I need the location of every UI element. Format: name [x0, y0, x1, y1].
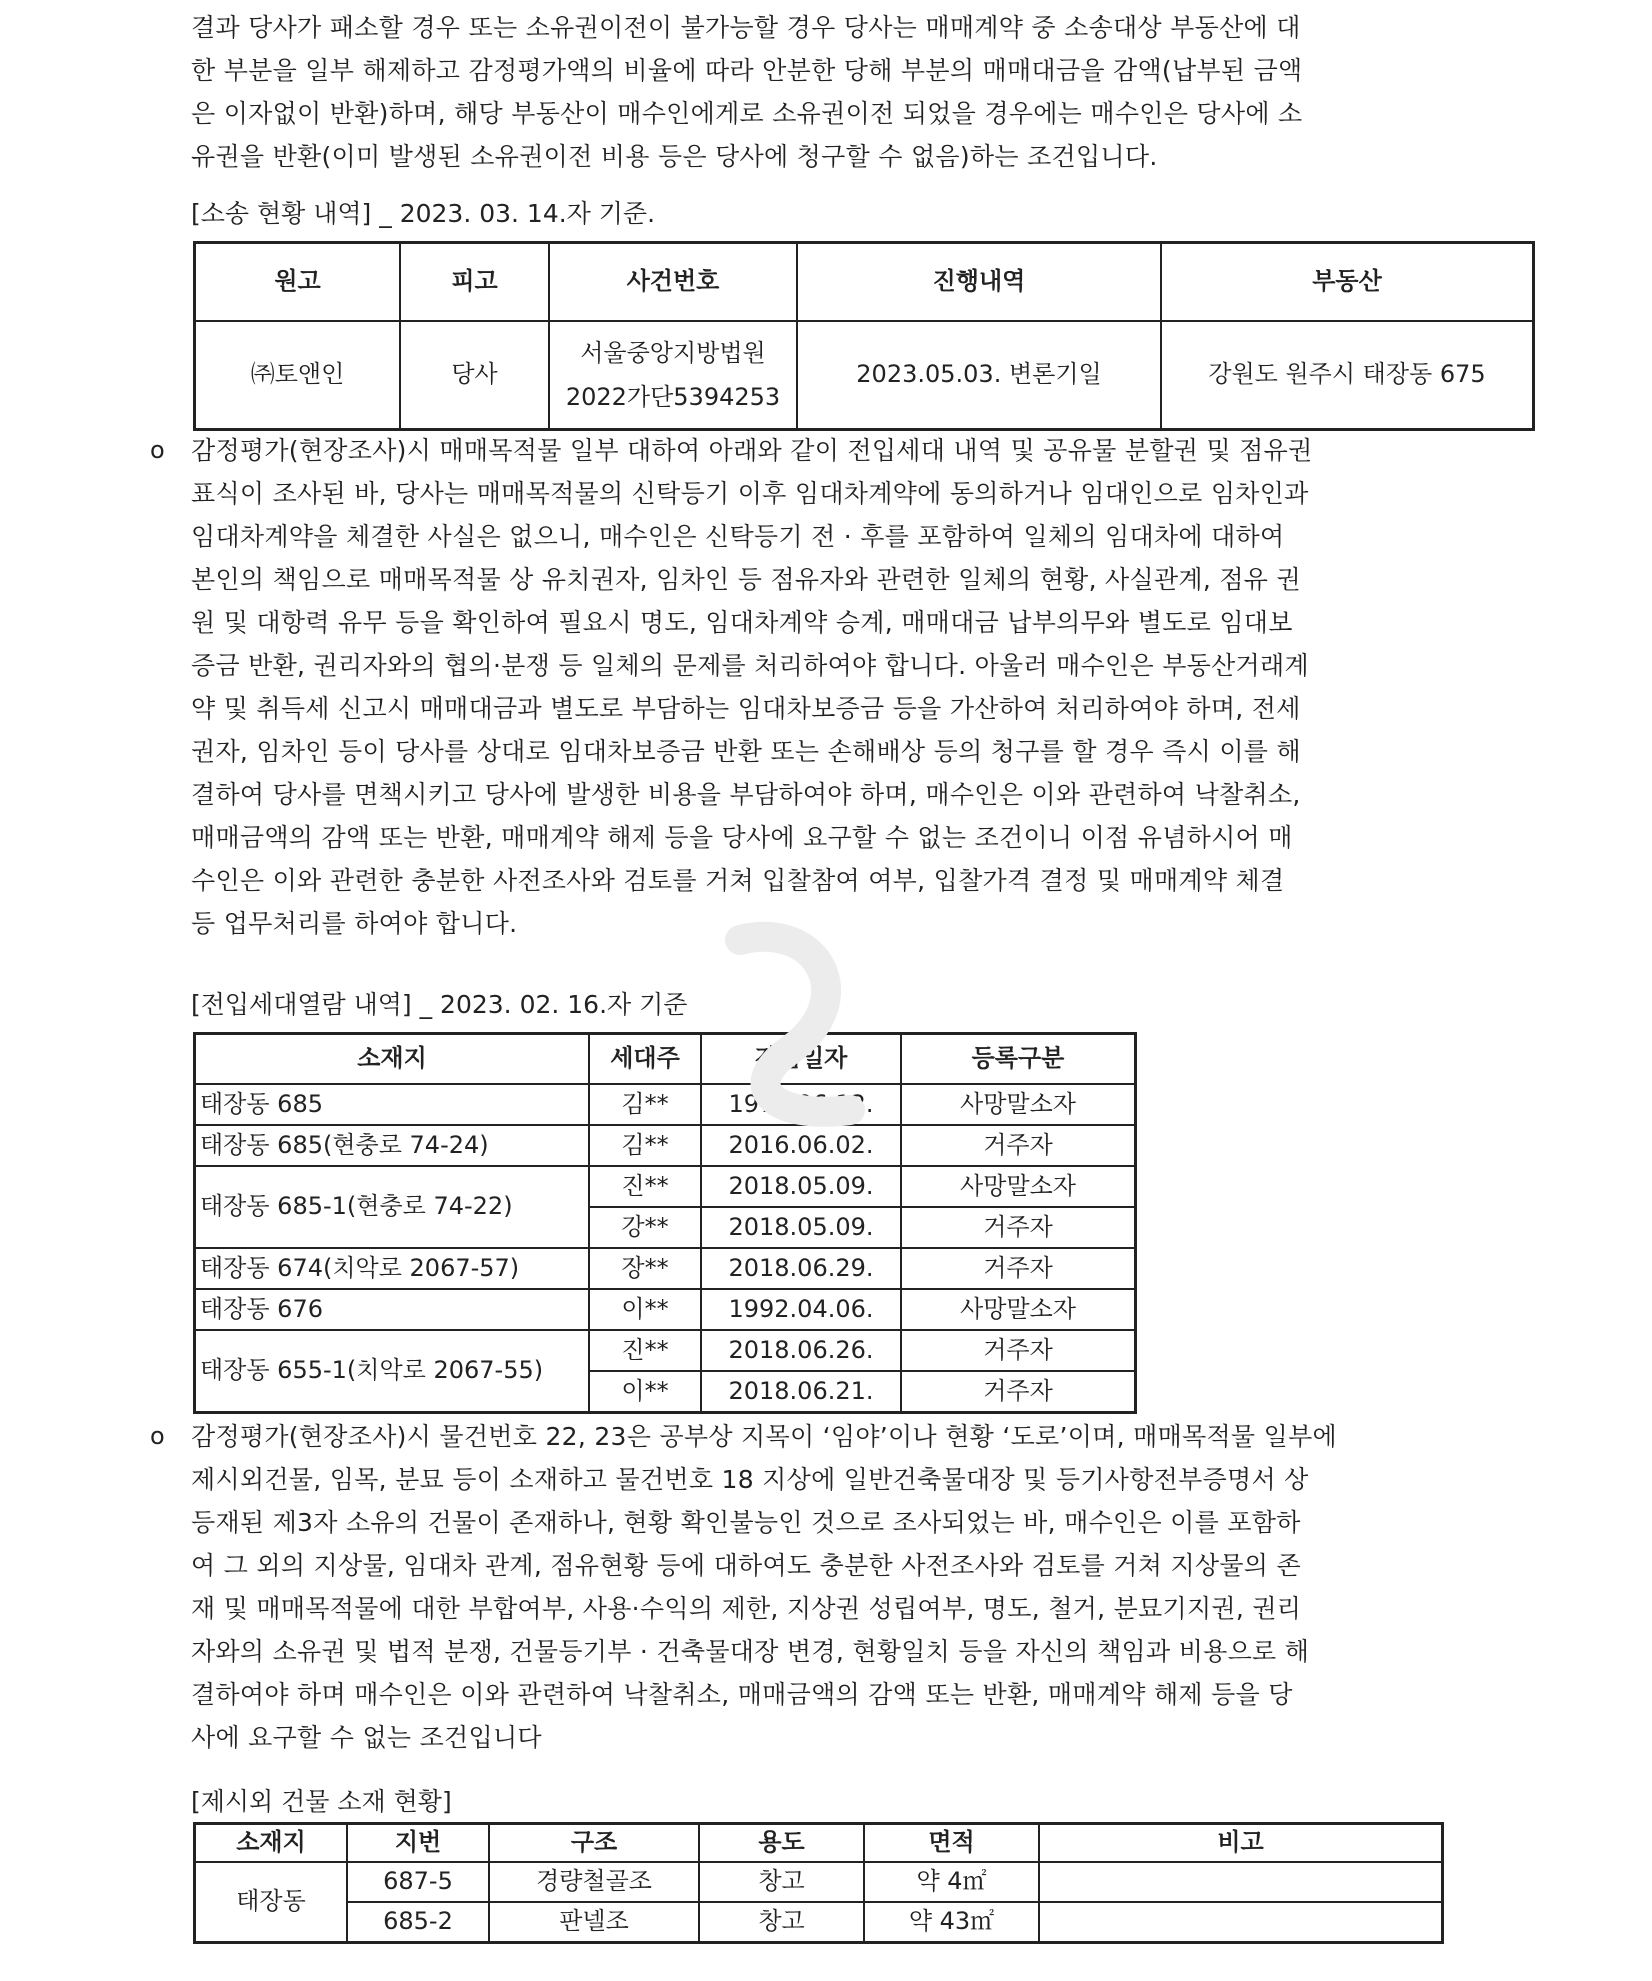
head-cell: 이**: [589, 1289, 701, 1330]
paragraph-line: 유권을 반환(이미 발생된 소유권이전 비용 등은 당사에 청구할 수 없음)하는 조건입니다.: [191, 142, 1158, 171]
paragraph-line: 등재된 제3자 소유의 건물이 존재하나, 현황 확인불능인 것으로 조사되었는 바, 매수인은 이를 포함하: [191, 1508, 1301, 1537]
paragraph-line: 한 부분을 일부 해제하고 감정평가액의 비율에 따라 안분한 당해 부분의 매매대금을 감액(납부된 금액: [191, 56, 1303, 85]
paragraph-line: 결하여 당사를 면책시키고 당사에 발생한 비용을 부담하여야 하며, 매수인은 이와 관련하여 낙찰취소,: [191, 780, 1301, 809]
table-header-row: [195, 1824, 1443, 1863]
table-row: [195, 1166, 1136, 1207]
bullet-marker: o: [150, 436, 165, 464]
paragraph-line: 등 업무처리를 하여야 합니다.: [191, 909, 518, 938]
head-cell: 김**: [589, 1125, 701, 1166]
date-cell: 2018.06.21.: [701, 1371, 901, 1413]
column-header: 원고: [195, 243, 401, 322]
table-row: [195, 1862, 1443, 1902]
structure-cell: 경량철골조: [489, 1862, 699, 1902]
location-cell: 태장동: [195, 1862, 348, 1943]
paragraph-line: 매매금액의 감액 또는 반환, 매매계약 해제 등을 당사에 요구할 수 없는 조건이니 이점 유념하시어 매: [191, 823, 1293, 852]
table-row: [195, 1902, 1443, 1943]
paragraph-line: 증금 반환, 권리자와의 협의·분쟁 등 일체의 문제를 처리하여야 합니다. 아울러 매수인은 부동산거래계: [191, 651, 1309, 680]
location-cell: 태장동 685-1(현충로 74-22): [195, 1166, 590, 1248]
paragraph-line: 은 이자없이 반환)하며, 해당 부동산이 매수인에게로 소유권이전 되었을 경우에는 매수인은 당사에 소: [191, 99, 1303, 128]
table-header-row: [195, 243, 1534, 322]
table-row: [195, 1125, 1136, 1166]
paragraph-line: 권자, 임차인 등이 당사를 상대로 임대차보증금 반환 또는 손해배상 등의 청구를 할 경우 즉시 이를 해: [191, 737, 1301, 766]
column-header: 구조: [489, 1824, 699, 1863]
column-header: 소재지: [195, 1034, 590, 1085]
column-header: 소재지: [195, 1824, 348, 1863]
type-cell: 거주자: [901, 1248, 1136, 1289]
column-header: 지번: [347, 1824, 489, 1863]
head-cell: 이**: [589, 1371, 701, 1413]
column-header: 피고: [400, 243, 549, 322]
table-row: [195, 1330, 1136, 1371]
paragraph-line: 사에 요구할 수 없는 조건입니다: [191, 1723, 542, 1752]
date-cell: 2018.06.29.: [701, 1248, 901, 1289]
head-cell: 강**: [589, 1207, 701, 1248]
area-cell: 약 43㎡: [864, 1902, 1039, 1943]
use-cell: 창고: [699, 1902, 864, 1943]
note-cell: [1039, 1862, 1443, 1902]
bullet-paragraph-buildings: [191, 1415, 1531, 1759]
paragraph-line: 수인은 이와 관련한 충분한 사전조사와 검토를 거쳐 입찰참여 여부, 입찰가격 결정 및 매매계약 체결: [191, 866, 1285, 895]
column-header: 부동산: [1161, 243, 1534, 322]
paragraph-line: 여 그 외의 지상물, 임대차 관계, 점유현황 등에 대하여도 충분한 사전조사와 검토를 거쳐 지상물의 존: [191, 1551, 1301, 1580]
paragraph-line: 약 및 취득세 신고시 매매대금과 별도로 부담하는 임대차보증금 등을 가산하여 처리하여야 하며, 전세: [191, 694, 1301, 723]
household-table: [193, 1032, 1137, 1414]
date-cell: 2016.06.02.: [701, 1125, 901, 1166]
structure-cell: 판넬조: [489, 1902, 699, 1943]
table-header-row: [195, 1034, 1136, 1085]
area-cell: 약 4㎡: [864, 1862, 1039, 1902]
date-cell: 1974.06.12.: [701, 1084, 901, 1125]
note-cell: [1039, 1902, 1443, 1943]
column-header: 세대주: [589, 1034, 701, 1085]
paragraph-line: 재 및 매매목적물에 대한 부합여부, 사용·수익의 제한, 지상권 성립여부, 명도, 철거, 분묘기지권, 권리: [191, 1594, 1302, 1623]
date-cell: 2018.06.26.: [701, 1330, 901, 1371]
intro-paragraph: [191, 6, 1531, 178]
household-caption: [전입세대열람 내역] _ 2023. 02. 16.자 기준: [191, 990, 688, 1019]
lot-cell: 685-2: [347, 1902, 489, 1943]
date-cell: 2018.05.09.: [701, 1207, 901, 1248]
column-header: 진행내역: [797, 243, 1161, 322]
type-cell: 거주자: [901, 1371, 1136, 1413]
paragraph-line: 원 및 대항력 유무 등을 확인하여 필요시 명도, 임대차계약 승계, 매매대금 납부의무와 별도로 임대보: [191, 608, 1293, 637]
head-cell: 진**: [589, 1166, 701, 1207]
date-cell: 1992.04.06.: [701, 1289, 901, 1330]
plaintiff-cell: ㈜토앤인: [195, 321, 401, 430]
case-number: 2022가단5394253: [565, 383, 781, 411]
lawsuit-caption: [소송 현황 내역] _ 2023. 03. 14.자 기준.: [191, 199, 656, 228]
paragraph-line: 결과 당사가 패소할 경우 또는 소유권이전이 불가능할 경우 당사는 매매계약 중 소송대상 부동산에 대: [191, 13, 1301, 42]
column-header: 면적: [864, 1824, 1039, 1863]
location-cell: 태장동 685: [195, 1084, 590, 1125]
type-cell: 거주자: [901, 1207, 1136, 1248]
head-cell: 김**: [589, 1084, 701, 1125]
case-number-cell: [549, 321, 797, 430]
table-row: [195, 1248, 1136, 1289]
date-cell: 2018.05.09.: [701, 1166, 901, 1207]
column-header: 용도: [699, 1824, 864, 1863]
case-court: 서울중앙지방법원: [580, 339, 766, 367]
lot-cell: 687-5: [347, 1862, 489, 1902]
paragraph-line: 결하여야 하며 매수인은 이와 관련하여 낙찰취소, 매매금액의 감액 또는 반환, 매매계약 해제 등을 당: [191, 1680, 1293, 1709]
table-row: [195, 1289, 1136, 1330]
column-header: 전입일자: [701, 1034, 901, 1085]
paragraph-line: 감정평가(현장조사)시 물건번호 22, 23은 공부상 지목이 ‘임야’이나 현황 ‘도로’이며, 매매목적물 일부에: [191, 1422, 1337, 1451]
use-cell: 창고: [699, 1862, 864, 1902]
building-table: [193, 1822, 1444, 1944]
property-cell: 강원도 원주시 태장동 675: [1161, 321, 1534, 430]
type-cell: 사망말소자: [901, 1166, 1136, 1207]
type-cell: 거주자: [901, 1125, 1136, 1166]
bullet-marker: o: [150, 1422, 165, 1450]
type-cell: 사망말소자: [901, 1084, 1136, 1125]
type-cell: 거주자: [901, 1330, 1136, 1371]
location-cell: 태장동 685(현충로 74-24): [195, 1125, 590, 1166]
type-cell: 사망말소자: [901, 1289, 1136, 1330]
defendant-cell: 당사: [400, 321, 549, 430]
paragraph-line: 임대차계약을 체결한 사실은 없으니, 매수인은 신탁등기 전 · 후를 포함하여 일체의 임대차에 대하여: [191, 522, 1285, 551]
location-cell: 태장동 655-1(치악로 2067-55): [195, 1330, 590, 1413]
location-cell: 태장동 674(치악로 2067-57): [195, 1248, 590, 1289]
head-cell: 장**: [589, 1248, 701, 1289]
building-caption: [제시외 건물 소재 현황]: [191, 1787, 452, 1816]
paragraph-line: 감정평가(현장조사)시 매매목적물 일부 대하여 아래와 같이 전입세대 내역 및 공유물 분할권 및 점유권: [191, 436, 1313, 465]
location-cell: 태장동 676: [195, 1289, 590, 1330]
paragraph-line: 자와의 소유권 및 법적 분쟁, 건물등기부 · 건축물대장 변경, 현황일치 등을 자신의 책임과 비용으로 해: [191, 1637, 1310, 1666]
table-row: [195, 321, 1534, 430]
head-cell: 진**: [589, 1330, 701, 1371]
paragraph-line: 본인의 책임으로 매매목적물 상 유치권자, 임차인 등 점유자와 관련한 일체의 현황, 사실관계, 점유 권: [191, 565, 1301, 594]
progress-cell: 2023.05.03. 변론기일: [797, 321, 1161, 430]
table-row: [195, 1084, 1136, 1125]
column-header: 사건번호: [549, 243, 797, 322]
paragraph-line: 표식이 조사된 바, 당사는 매매목적물의 신탁등기 이후 임대차계약에 동의하거나 임대인으로 임차인과: [191, 479, 1309, 508]
lawsuit-table: [193, 241, 1535, 431]
paragraph-line: 제시외건물, 임목, 분묘 등이 소재하고 물건번호 18 지상에 일반건축물대장 및 등기사항전부증명서 상: [191, 1465, 1309, 1494]
bullet-paragraph-tenants: [191, 429, 1531, 945]
column-header: 비고: [1039, 1824, 1443, 1863]
column-header: 등록구분: [901, 1034, 1136, 1085]
